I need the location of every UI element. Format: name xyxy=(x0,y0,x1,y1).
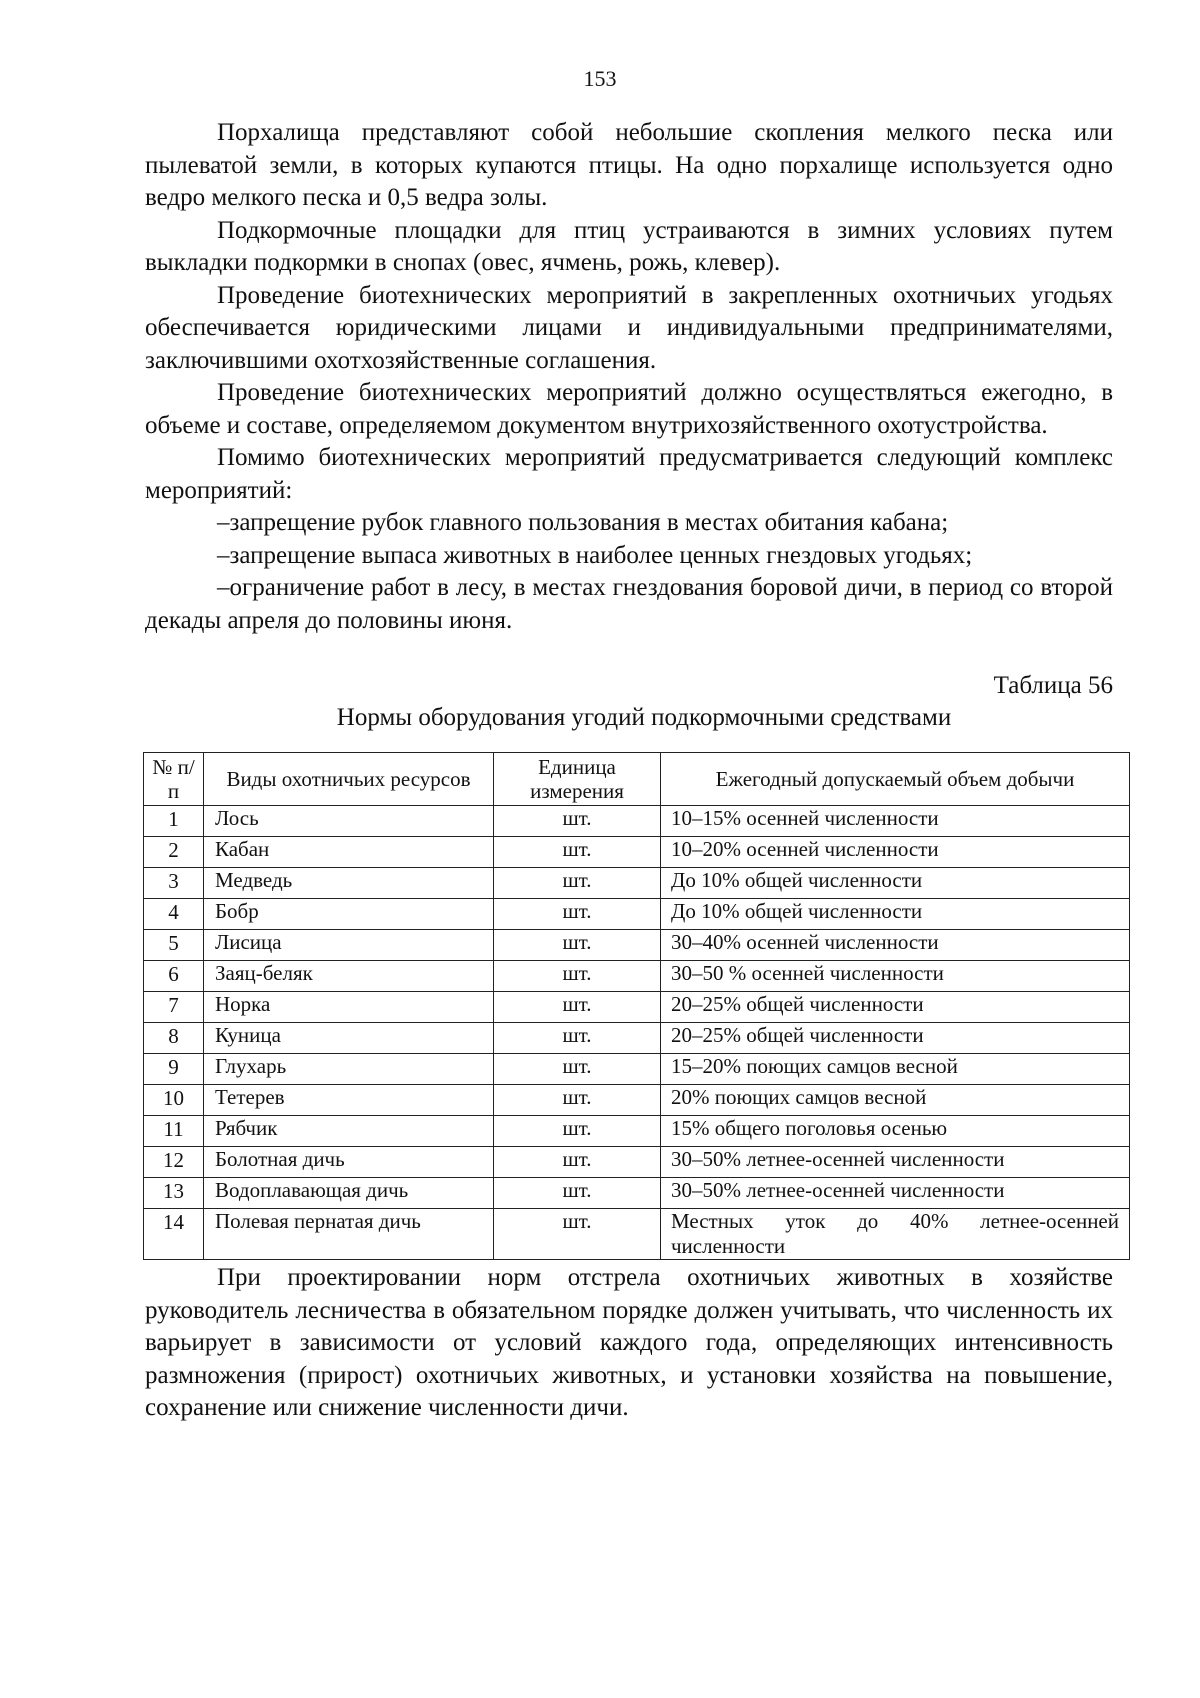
cell-num: 11 xyxy=(144,1116,204,1147)
cell-unit: шт. xyxy=(494,1054,661,1085)
table-row xyxy=(144,961,1130,992)
cell-unit: шт. xyxy=(494,806,661,837)
cell-unit: шт. xyxy=(494,1116,661,1147)
cell-volume: 20% поющих самцов весной xyxy=(661,1085,1130,1116)
cell-species: Заяц-беляк xyxy=(204,961,494,992)
cell-volume: 20–25% общей численности xyxy=(661,1023,1130,1054)
cell-species: Глухарь xyxy=(204,1054,494,1085)
table-row xyxy=(144,1085,1130,1116)
upper-text-block xyxy=(145,117,1113,637)
cell-unit: шт. xyxy=(494,899,661,930)
cell-volume: 20–25% общей численности xyxy=(661,992,1130,1023)
cell-num: 9 xyxy=(144,1054,204,1085)
cell-volume: До 10% общей численности xyxy=(661,868,1130,899)
cell-num: 13 xyxy=(144,1178,204,1209)
cell-unit: шт. xyxy=(494,1085,661,1116)
table-row xyxy=(144,1147,1130,1178)
table-row xyxy=(144,1116,1130,1147)
paragraph-dust-baths: Порхалища представляют собой небольшие скопления мелкого песка или пылеватой земли, в которых купаются птицы. На одно порхалище используется одно ведро мелкого песка и 0,5 ведра золы. xyxy=(145,119,1113,211)
cell-unit: шт. xyxy=(494,961,661,992)
cell-num: 10 xyxy=(144,1085,204,1116)
table-row xyxy=(144,1209,1130,1260)
cell-num: 14 xyxy=(144,1209,204,1260)
cell-unit: шт. xyxy=(494,1023,661,1054)
paragraph-responsibility: Проведение биотехнических мероприятий в закрепленных охотничьих угодьях обеспечивается юридическими лицами и индивидуальными предпринимателями, заключившими охотхозяйственные соглашения. xyxy=(145,281,1113,374)
table-row xyxy=(144,992,1130,1023)
cell-num: 1 xyxy=(144,806,204,837)
table-row xyxy=(144,1054,1130,1085)
list-item-forest-work-limit: –ограничение работ в лесу, в местах гнездования боровой дичи, в период со второй декады апреля до половины июня. xyxy=(145,574,1113,634)
table-row xyxy=(144,899,1130,930)
cell-species: Полевая пернатая дичь xyxy=(204,1209,494,1260)
cell-num: 7 xyxy=(144,992,204,1023)
cell-unit: шт. xyxy=(494,1209,661,1260)
cell-volume: 30–50 % осенней численности xyxy=(661,961,1130,992)
cell-volume: 30–40% осенней численности xyxy=(661,930,1130,961)
table-row xyxy=(144,806,1130,837)
cell-num: 12 xyxy=(144,1147,204,1178)
cell-species: Лисица xyxy=(204,930,494,961)
cell-unit: шт. xyxy=(494,992,661,1023)
cell-volume: 30–50% летнее-осенней численности xyxy=(661,1178,1130,1209)
table-row xyxy=(144,837,1130,868)
cell-num: 5 xyxy=(144,930,204,961)
table-header-row xyxy=(144,753,1130,806)
cell-volume: До 10% общей численности xyxy=(661,899,1130,930)
table-row xyxy=(144,930,1130,961)
lower-text-block xyxy=(145,1262,1113,1425)
cell-species: Водоплавающая дичь xyxy=(204,1178,494,1209)
cell-species: Медведь xyxy=(204,868,494,899)
table-row xyxy=(144,1178,1130,1209)
cell-unit: шт. xyxy=(494,930,661,961)
cell-species: Лось xyxy=(204,806,494,837)
cell-species: Кабан xyxy=(204,837,494,868)
cell-num: 6 xyxy=(144,961,204,992)
cell-volume: 10–20% осенней численности xyxy=(661,837,1130,868)
cell-species: Тетерев xyxy=(204,1085,494,1116)
page-number: 153 xyxy=(583,66,617,91)
table-title: Нормы оборудования угодий подкормочными средствами xyxy=(336,704,952,731)
header-species: Виды охотничьих ресурсов xyxy=(204,753,494,806)
table-row xyxy=(144,868,1130,899)
cell-volume: 15% общего поголовья осенью xyxy=(661,1116,1130,1147)
cell-unit: шт. xyxy=(494,868,661,899)
cell-unit: шт. xyxy=(494,1178,661,1209)
list-item-logging-ban: –запрещение рубок главного пользования в местах обитания кабана; xyxy=(217,509,949,536)
table-label: Таблица 56 xyxy=(993,672,1113,699)
cell-unit: шт. xyxy=(494,1147,661,1178)
cell-species: Рябчик xyxy=(204,1116,494,1147)
cell-volume: 30–50% летнее-осенней численности xyxy=(661,1147,1130,1178)
paragraph-annual-measures: Проведение биотехнических мероприятий должно осуществляться ежегодно, в объеме и составе, определяемом документом внутрихозяйственного охотустройства. xyxy=(145,379,1113,439)
cell-num: 2 xyxy=(144,837,204,868)
cell-species: Норка xyxy=(204,992,494,1023)
header-volume: Ежегодный допускаемый объем добычи xyxy=(661,753,1130,806)
cell-unit: шт. xyxy=(494,837,661,868)
cell-num: 8 xyxy=(144,1023,204,1054)
norms-table xyxy=(143,752,1130,1260)
header-num: № п/п xyxy=(144,753,204,806)
paragraph-feeding-sites: Подкормочные площадки для птиц устраиваются в зимних условиях путем выкладки подкормки в снопах (овес, ячмень, рожь, клевер). xyxy=(145,216,1113,276)
paragraph-culling-norms: При проектировании норм отстрела охотничьих животных в хозяйстве руководитель лесничества в обязательном порядке должен учитывать, что численность их варьирует в зависимости от условий каждого года, определяющих интенсивность размножения (прирост) охотничьих животных, и установки хозяйства на повышение, сохранение или снижение численности дичи. xyxy=(145,1264,1113,1421)
list-item-grazing-ban: –запрещение выпаса животных в наиболее ценных гнездовых угодьях; xyxy=(217,541,973,569)
cell-species: Куница xyxy=(204,1023,494,1054)
cell-volume: 10–15% осенней численности xyxy=(661,806,1130,837)
cell-num: 4 xyxy=(144,899,204,930)
table-row xyxy=(144,1023,1130,1054)
cell-volume: Местных уток до 40% летнее-осенней численности xyxy=(661,1209,1130,1260)
header-unit: Единица измерения xyxy=(494,753,661,806)
cell-volume: 15–20% поющих самцов весной xyxy=(661,1054,1130,1085)
paragraph-measures-intro: Помимо биотехнических мероприятий предусматривается следующий комплекс мероприятий: xyxy=(145,444,1113,504)
table-body xyxy=(144,806,1130,1260)
cell-species: Болотная дичь xyxy=(204,1147,494,1178)
cell-species: Бобр xyxy=(204,899,494,930)
cell-num: 3 xyxy=(144,868,204,899)
